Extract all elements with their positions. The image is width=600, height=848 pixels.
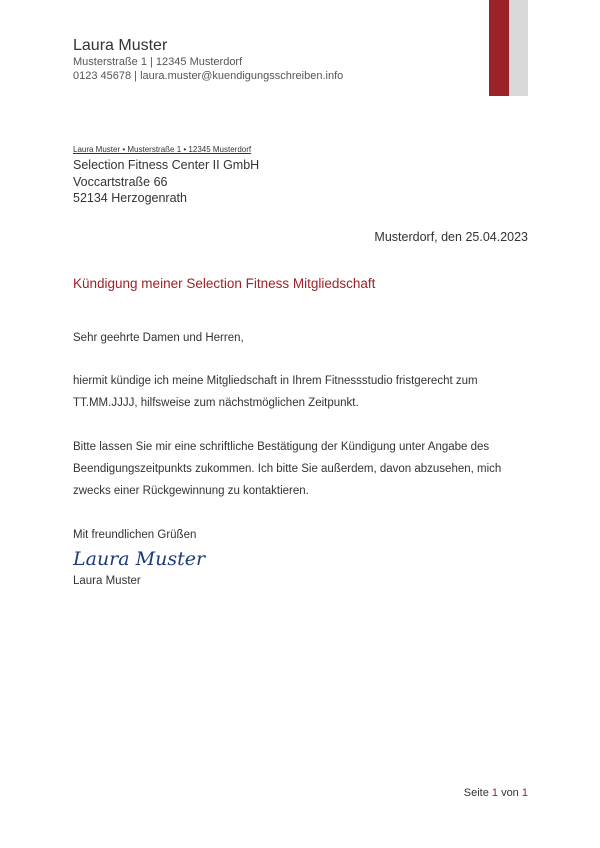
return-address-line: Laura Muster • Musterstraße 1 • 12345 Musterdorf	[73, 145, 252, 154]
sender-contact: 0123 45678 | laura.muster@kuendigungsschreiben.info	[73, 70, 344, 82]
accent-bar-grey	[509, 0, 528, 96]
salutation: Sehr geehrte Damen und Herren,	[73, 332, 244, 344]
closing-phrase: Mit freundlichen Grüßen	[73, 529, 197, 541]
footer-page-number: 1	[491, 787, 498, 799]
body-paragraph-2: Bitte lassen Sie mir eine schriftliche Bestätigung der Kündigung unter Angabe des Beendigungszeitpunkts zukommen. Ich bitte Sie außerdem, davon abzusehen, mich zwecks einer Rückgewinnung zu kontaktieren.	[73, 441, 502, 497]
signer-name: Laura Muster	[73, 575, 141, 587]
footer-middle: von	[501, 787, 519, 799]
sender-name: Laura Muster	[73, 37, 168, 54]
letter-date: Musterdorf, den 25.04.2023	[374, 230, 528, 244]
sender-address: Musterstraße 1 | 12345 Musterdorf	[73, 56, 243, 68]
recipient-city: 52134 Herzogenrath	[73, 191, 187, 205]
page-footer	[464, 787, 528, 799]
handwritten-signature: Laura Muster	[73, 548, 206, 570]
footer-page-total: 1	[521, 787, 528, 799]
accent-bar-red	[489, 0, 509, 96]
footer-prefix: Seite	[463, 787, 489, 799]
recipient-company: Selection Fitness Center II GmbH	[73, 158, 260, 172]
body-paragraph-1: hiermit kündige ich meine Mitgliedschaft in Ihrem Fitnessstudio fristgerecht zum TT.MM.JJJJ, hilfsweise zum nächstmöglichen Zeitpunkt.	[73, 375, 478, 409]
recipient-street: Voccartstraße 66	[73, 175, 168, 189]
letter-subject: Kündigung meiner Selection Fitness Mitgliedschaft	[73, 276, 376, 291]
